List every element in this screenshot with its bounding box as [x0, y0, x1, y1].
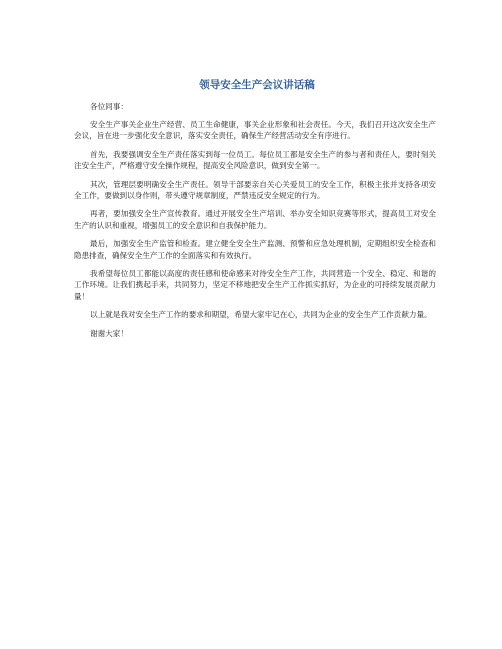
document-page [74, 78, 436, 339]
paragraph-hope: 我希望每位员工都能以高度的责任感和使命感来对待安全生产工作，共同营造一个安全、稳定、和谐的工作环境。让我们携起手来，共同努力，坚定不移地把安全生产工作抓实抓好，为企业的可持续发展贡献力量！ [74, 269, 436, 301]
greeting: 各位同事： [90, 102, 128, 111]
paragraph-intro: 安全生产事关企业生产经营、员工生命健康，事关企业形象和社会责任。今天，我们召开这次安全生产会议，旨在进一步强化安全意识，落实安全责任，确保生产经营活动安全有序进行。 [74, 120, 436, 141]
document-title: 领导安全生产会议讲话稿 [199, 79, 315, 91]
paragraph-second: 其次，管理层要明确安全生产责任。领导干部要亲自关心关爱员工的安全工作，积极主张并支持各项安全工作，要做到以身作则，带头遵守规章制度，严禁违反安全规定的行为。 [74, 179, 436, 201]
paragraph-first: 首先，我要强调安全生产责任落实到每一位员工。每位员工都是安全生产的参与者和责任人，要时刻关注安全生产，严格遵守安全操作规程，提高安全风险意识，做到安全第一。 [74, 149, 436, 171]
paragraph-summary: 以上就是我对安全生产工作的要求和期望，希望大家牢记在心，共同为企业的安全生产工作贡献力量。 [90, 310, 432, 320]
closing-thanks: 谢谢大家！ [90, 328, 128, 338]
paragraph-last: 最后，加强安全生产监管和检查。建立健全安全生产监测、预警和应急处理机制，定期组织安全检查和隐患排查，确保安全生产工作的全面落实和有效执行。 [74, 239, 436, 260]
paragraph-third: 再者，要加强安全生产宣传教育。通过开展安全生产培训、举办安全知识竞赛等形式，提高员工对安全生产的认识和重视，增强员工的安全意识和自我保护能力。 [74, 209, 436, 230]
